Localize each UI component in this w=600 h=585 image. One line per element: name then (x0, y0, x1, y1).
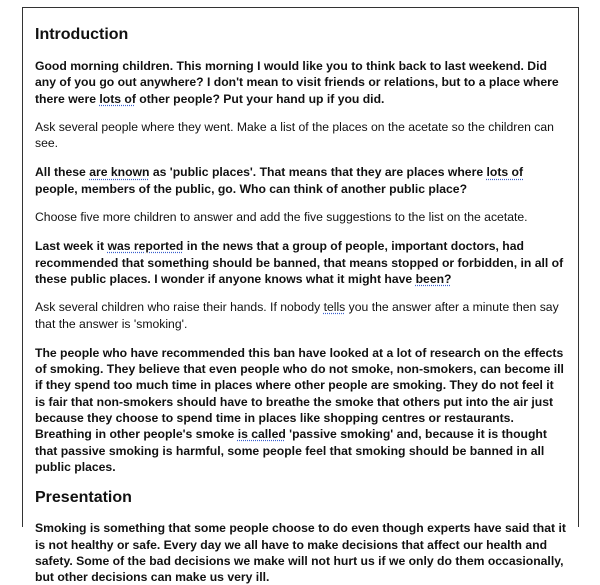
text: people, members of the public, go. Who can think of another public place? (35, 181, 468, 196)
text: The people who have recommended this ban have looked at a lot of research on the effects of smoking. They believe that even people who do not smoke, non-smokers, can become ill if they spend too much time in places where other people are smoking. They do not feel it is fair that non-smokers should have to breathe the smoke that others put into the air just because they choose to spend time in places like shopping centres or restaurants. Breathing in other people's smoke (35, 345, 564, 442)
heading-presentation: Presentation (35, 489, 132, 507)
paragraph-research (35, 345, 566, 475)
text: 'passive smoking' and, because it is thought that passive smoking is harmful, some people feel that smoking should be banned in all public places. (35, 427, 547, 474)
paragraph-public-places (35, 164, 566, 197)
text: you the answer after a minute then say that the answer is 'smoking'. (35, 300, 559, 331)
grammar-flag: was reported (107, 239, 184, 254)
grammar-flag: tells (323, 300, 346, 315)
heading-introduction: Introduction (35, 26, 129, 43)
text: Last week it (35, 239, 108, 254)
grammar-flag: lots of (99, 91, 136, 106)
paragraph-instruction: Ask several people where they went. Make a list of the places on the acetate so the children can see. (35, 119, 554, 151)
text: in the news that a group of people, important doctors, had recommended that something should be banned, that means stopped or forbidden, in all of these public places. I wonder if anyone knows what it might have (35, 239, 564, 286)
paragraph-greeting (35, 58, 566, 107)
text: as 'public places'. That means that they are places where (149, 165, 487, 180)
text: Good morning children. This morning I would like you to think back to last weekend. Did any of you go out anywhere? I don't mean to visit friends or relations, but to a place where there were (35, 59, 559, 106)
text: All these (35, 165, 90, 180)
paragraph-instruction: Choose five more children to answer and add the five suggestions to the list on the acetate. (35, 210, 528, 225)
grammar-flag: been? (415, 271, 452, 286)
text: Ask several children who raise their hands. If nobody (35, 300, 324, 315)
paragraph-instruction (35, 299, 566, 332)
text: other people? Put your hand up if you did. (135, 91, 385, 106)
grammar-flag: are known (89, 165, 150, 180)
grammar-flag: lots of (486, 165, 524, 180)
paragraph-smoking: Smoking is something that some people choose to do even though experts have said that it is not healthy or safe. Every day we all have to make decisions that affect our health and safety. Some of the bad decisions we make will not hurt us if we only do them occasionally, but other decisions can make us very ill. (35, 521, 566, 585)
paragraph-news (35, 238, 566, 287)
grammar-flag: is called (237, 427, 286, 442)
document-page (22, 7, 579, 585)
